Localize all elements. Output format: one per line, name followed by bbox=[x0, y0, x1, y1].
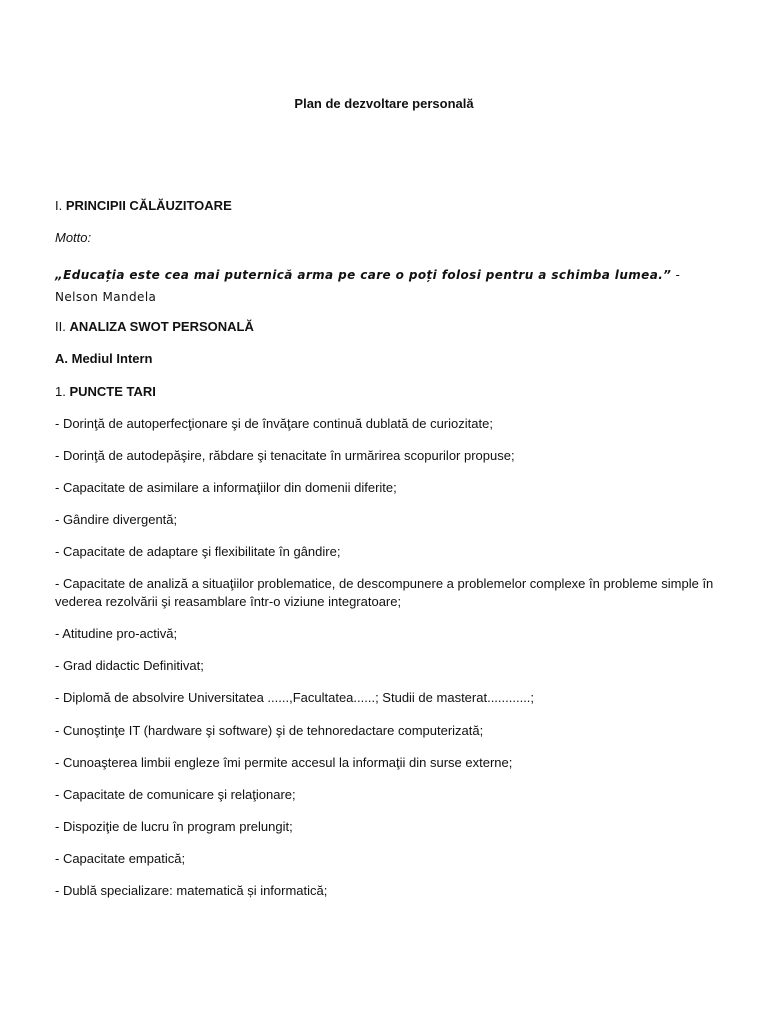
puncte-tari-title: PUNCTE TARI bbox=[69, 384, 156, 399]
quote-author: - Nelson Mandela bbox=[55, 268, 681, 304]
quote-text: „Educația este cea mai puternică arma pe care o poți folosi pentru a schimba lumea.” bbox=[55, 268, 672, 282]
motto-quote bbox=[55, 264, 725, 308]
puncte-tari-heading bbox=[55, 383, 156, 401]
list-item: - Capacitate de analiză a situaţiilor problematice, de descompunere a problemelor complexe în probleme simple în vederea rezolvării şi reasamblare într-o viziune integratoare; bbox=[55, 576, 714, 609]
section-2-number: II. bbox=[55, 319, 66, 334]
motto-label: Motto: bbox=[55, 230, 92, 245]
list-item: - Dorinţă de autoperfecţionare şi de învăţare continuă dublată de curiozitate; bbox=[55, 416, 493, 431]
document-title: Plan de dezvoltare personală bbox=[294, 96, 474, 111]
list-item: - Capacitate de adaptare şi flexibilitate în gândire; bbox=[55, 544, 341, 559]
list-item: - Atitudine pro-activă; bbox=[55, 626, 178, 641]
list-item: - Dorinţă de autodepăşire, răbdare şi tenacitate în urmărirea scopurilor propuse; bbox=[55, 448, 515, 463]
list-item: - Dublă specializare: matematică și informatică; bbox=[55, 883, 328, 898]
list-item: - Capacitate de asimilare a informaţiilor din domenii diferite; bbox=[55, 480, 397, 495]
list-item: - Diplomă de absolvire Universitatea ......,Facultatea......; Studii de masterat............; bbox=[55, 690, 535, 705]
list-item: - Capacitate de comunicare şi relaţionare; bbox=[55, 787, 296, 802]
section-2-heading bbox=[55, 318, 254, 336]
list-item: - Gândire divergentă; bbox=[55, 512, 178, 527]
section-1-title: PRINCIPII CĂLĂUZITOARE bbox=[65, 198, 232, 213]
section-1-heading bbox=[55, 197, 232, 215]
section-2-title: ANALIZA SWOT PERSONALĂ bbox=[69, 319, 254, 334]
puncte-tari-number: 1. bbox=[55, 384, 66, 399]
section-1-number: I. bbox=[55, 198, 63, 213]
list-item: - Cunoştinţe IT (hardware şi software) şi de tehnoredactare computerizată; bbox=[55, 723, 484, 738]
list-item: - Cunoaşterea limbii engleze îmi permite accesul la informaţii din surse externe; bbox=[55, 755, 513, 770]
list-item: - Grad didactic Definitivat; bbox=[55, 658, 204, 673]
subsection-heading: A. Mediul Intern bbox=[55, 351, 153, 366]
list-item: - Capacitate empatică; bbox=[55, 851, 186, 866]
list-item: - Dispoziţie de lucru în program prelungit; bbox=[55, 819, 293, 834]
